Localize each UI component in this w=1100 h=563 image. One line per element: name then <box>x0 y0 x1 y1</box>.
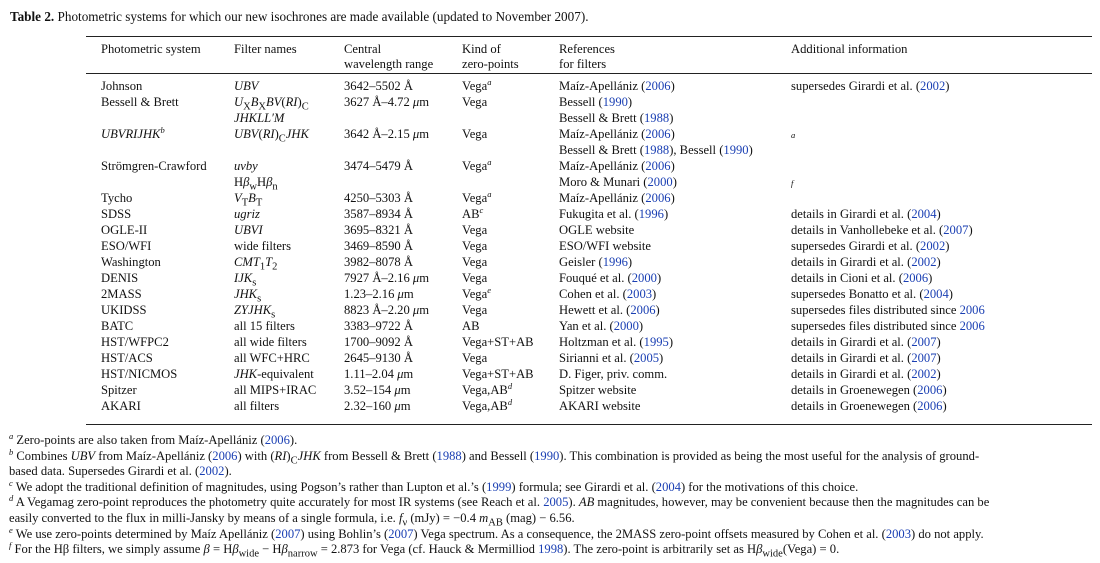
header-info: Additional information <box>791 42 908 56</box>
caption-label: Table 2. <box>10 9 55 24</box>
cell-info: details in Girardi et al. (2007) <box>791 351 941 365</box>
cell-zeropoint: Vega+ST+AB <box>462 367 534 381</box>
cell-zeropoint: $Vega,AB^d$ <box>462 381 513 397</box>
cell-filters: all 15 filters <box>234 319 295 333</box>
cell-wavelength: 3383–9722 Å <box>344 319 413 333</box>
table-row <box>0 334 1100 350</box>
cell-info: details in Girardi et al. (2002) <box>791 255 941 269</box>
cell-system: HST/ACS <box>101 351 153 365</box>
cell-zeropoint: Vega <box>462 255 488 269</box>
table-row <box>0 222 1100 238</box>
table-row <box>0 302 1100 321</box>
cell-reference: OGLE website <box>559 223 635 237</box>
cell-wavelength: 3.52–154 μm <box>344 383 411 397</box>
header-references: References for filters <box>559 42 615 71</box>
cell-info: details in Vanhollebeke et al. (2007) <box>791 223 973 237</box>
cell-wavelength: 8823 Å–2.20 μm <box>344 303 430 317</box>
cell-wavelength: 2.32–160 μm <box>344 399 411 413</box>
header-zeropoints: Kind of zero-points <box>462 42 519 71</box>
cell-info: a <box>791 130 796 140</box>
cell-reference: Fukugita et al. (1996) <box>559 207 669 221</box>
header-filters: Filter names <box>234 42 297 56</box>
cell-system: HST/WFPC2 <box>101 335 169 349</box>
cell-wavelength: 1.11–2.04 μm <box>344 367 414 381</box>
cell-wavelength: 3642 Å–2.15 μm <box>344 127 430 141</box>
table-note: $^c$ We adopt the traditional definition of magnitudes, using Pogson’s rather than Lupton et al.’s (1999) formula; see Girardi et al. (2004) for the motivations of this choice. <box>9 478 859 494</box>
cell-zeropoint: Vega$^a$ <box>462 157 492 173</box>
cell-info: supersedes Girardi et al. (2002) <box>791 239 950 253</box>
cell-info: supersedes files distributed since 2006 <box>791 319 985 333</box>
cell-filters: UBVI <box>234 223 263 237</box>
header-rule <box>86 73 1092 74</box>
table-note: based data. Supersedes Girardi et al. (2002). <box>9 464 232 478</box>
cell-zeropoint: Vega <box>462 303 488 317</box>
cell-reference: Maíz-Apellániz (2006) <box>559 79 675 93</box>
top-rule <box>86 36 1092 37</box>
cell-reference: Moro & Munari (2000) <box>559 175 677 189</box>
table-row <box>0 366 1100 382</box>
cell-zeropoint: Vega$^e$ <box>462 285 491 301</box>
cell-filters: uvby <box>234 159 258 173</box>
cell-info: f <box>791 178 794 188</box>
cell-filters: all wide filters <box>234 335 307 349</box>
table-row <box>0 382 1100 398</box>
cell-zeropoint: Vega <box>462 223 488 237</box>
cell-reference: Cohen et al. (2003) <box>559 287 657 301</box>
cell-reference: ESO/WFI website <box>559 239 651 253</box>
table-row <box>0 158 1100 174</box>
cell-zeropoint: $AB^c$ <box>462 205 484 221</box>
cell-system: SDSS <box>101 207 132 221</box>
cell-filters: $IJK_s$ <box>234 271 257 289</box>
cell-wavelength: 7927 Å–2.16 μm <box>344 271 430 285</box>
cell-wavelength: 1.23–2.16 μm <box>344 287 414 301</box>
table-caption <box>10 9 589 25</box>
cell-filters: $V_TB_T$ <box>234 191 263 209</box>
table-note: $^b$ Combines UBV from Maíz-Apellániz (2006) with $(RI)_CJHK$ from Bessell & Brett (1988) and Bessell (1990). This combination is provided as being the most useful for the analysis of ground- <box>9 447 980 467</box>
cell-system: 2MASS <box>101 287 142 301</box>
cell-info: details in Girardi et al. (2007) <box>791 335 941 349</box>
cell-system: OGLE-II <box>101 223 148 237</box>
cell-info: details in Girardi et al. (2004) <box>791 207 941 221</box>
cell-reference: D. Figer, priv. comm. <box>559 367 668 381</box>
cell-system: Washington <box>101 255 161 269</box>
cell-reference: Maíz-Apellániz (2006) <box>559 159 675 173</box>
cell-system: BATC <box>101 319 134 333</box>
cell-info: supersedes Girardi et al. (2002) <box>791 79 950 93</box>
cell-wavelength: 3642–5502 Å <box>344 79 413 93</box>
cell-system: Spitzer <box>101 383 137 397</box>
bottom-rule <box>86 424 1092 425</box>
cell-system: AKARI <box>101 399 141 413</box>
table-row <box>0 142 1100 158</box>
cell-system: Strömgren-Crawford <box>101 159 207 173</box>
cell-filters: all filters <box>234 399 280 413</box>
cell-zeropoint: Vega <box>462 127 488 141</box>
cell-zeropoint: Vega <box>462 351 488 365</box>
table-row <box>0 125 1100 145</box>
cell-reference: Geisler (1996) <box>559 255 633 269</box>
table-row <box>0 254 1100 273</box>
cell-filters: wide filters <box>234 239 292 253</box>
cell-system: ESO/WFI <box>101 239 152 253</box>
cell-system: Bessell & Brett <box>101 95 179 109</box>
table-note: $^a$ Zero-points are also taken from Maíz-Apellániz (2006). <box>9 431 298 447</box>
table-row <box>0 189 1100 209</box>
cell-filters: $H\beta_wH\beta_n$ <box>234 175 278 193</box>
cell-zeropoint: Vega <box>462 239 488 253</box>
cell-reference: Sirianni et al. (2005) <box>559 351 664 365</box>
cell-info: details in Groenewegen (2006) <box>791 383 947 397</box>
table-row <box>0 270 1100 289</box>
header-wavelength: Central wavelength range <box>344 42 434 71</box>
cell-zeropoint: Vega <box>462 271 488 285</box>
cell-zeropoint: $Vega,AB^d$ <box>462 397 513 413</box>
cell-reference: Spitzer website <box>559 383 637 397</box>
table-row <box>0 285 1100 305</box>
cell-zeropoint: Vega$^a$ <box>462 189 492 205</box>
cell-reference: AKARI website <box>559 399 641 413</box>
cell-wavelength: 1700–9092 Å <box>344 335 413 349</box>
cell-filters: $JHK_s$ <box>234 287 262 305</box>
cell-filters: UBV <box>234 79 259 93</box>
table-note: easily converted to the flux in milli-Jansky by means of a single formula, i.e. $f_\nu$ (mJy) = −0.4 $m_{AB}$ (mag) − 6.56. <box>9 511 575 529</box>
cell-filters: $UBV(RI)_CJHK$ <box>234 127 309 145</box>
caption-text: Photometric systems for which our new isochrones are made available (updated to November 2007). <box>54 9 589 24</box>
cell-system: UKIDSS <box>101 303 147 317</box>
cell-filters: JHK-equivalent <box>234 367 314 381</box>
cell-zeropoint: Vega <box>462 95 488 109</box>
table-note: $^d$ A Vegamag zero-point reproduces the photometry quite accurately for most IR systems (see Reach et al. 2005). AB magnitudes, however, may be convenient because then the magnitudes can be <box>9 493 990 509</box>
cell-filters: all MIPS+IRAC <box>234 383 317 397</box>
cell-reference: Fouqué et al. (2000) <box>559 271 662 285</box>
cell-filters: $ZYJHK_s$ <box>234 303 276 321</box>
table-row <box>0 350 1100 366</box>
cell-wavelength: 3587–8934 Å <box>344 207 413 221</box>
cell-system: UBVRIJHK$^b$ <box>101 125 165 141</box>
cell-system: HST/NICMOS <box>101 367 178 381</box>
table-row <box>0 238 1100 254</box>
cell-reference: Bessell & Brett (1988) <box>559 111 674 125</box>
table-row <box>0 110 1100 126</box>
cell-filters: $CMT_1T_2$ <box>234 255 278 273</box>
header-system: Photometric system <box>101 42 201 56</box>
cell-reference: Hewett et al. (2006) <box>559 303 660 317</box>
cell-wavelength: 3982–8078 Å <box>344 255 413 269</box>
cell-reference: Holtzman et al. (1995) <box>559 335 674 349</box>
cell-info: details in Cioni et al. (2006) <box>791 271 933 285</box>
cell-wavelength: 3695–8321 Å <box>344 223 413 237</box>
cell-reference: Yan et al. (2000) <box>559 319 644 333</box>
cell-filters: JHKLL′M <box>234 111 285 125</box>
cell-system: Johnson <box>101 79 143 93</box>
cell-reference: Bessell & Brett (1988), Bessell (1990) <box>559 143 753 157</box>
table-row <box>0 206 1100 222</box>
cell-zeropoint: AB <box>462 319 480 333</box>
cell-info: details in Girardi et al. (2002) <box>791 367 941 381</box>
table-row <box>0 94 1100 113</box>
table-note: $^f$ For the Hβ filters, we simply assume $\beta = H\beta_{wide} - H\beta_{narrow} = 2.873$ for Vega (cf. Hauck & Mermilliod 1998). The zero-point is arbitrarily set as $H\beta_{wide}(Vega) = 0$. <box>9 540 840 560</box>
table-row <box>0 174 1100 193</box>
cell-wavelength: 4250–5303 Å <box>344 191 413 205</box>
cell-filters: ugriz <box>234 207 260 221</box>
cell-zeropoint: Vega+ST+AB <box>462 335 534 349</box>
cell-info: supersedes Bonatto et al. (2004) <box>791 287 953 301</box>
cell-wavelength: 2645–9130 Å <box>344 351 413 365</box>
cell-wavelength: 3469–8590 Å <box>344 239 413 253</box>
cell-wavelength: 3474–5479 Å <box>344 159 413 173</box>
cell-reference: Maíz-Apellániz (2006) <box>559 127 675 141</box>
cell-zeropoint: Vega$^a$ <box>462 77 492 93</box>
cell-info: details in Groenewegen (2006) <box>791 399 947 413</box>
cell-system: Tycho <box>101 191 133 205</box>
cell-wavelength: 3627 Å–4.72 μm <box>344 95 430 109</box>
cell-filters: $U_XB_XBV(RI)_C$ <box>234 95 309 113</box>
table-row <box>0 78 1100 94</box>
table-note: $^e$ We use zero-points determined by Maíz Apellániz (2007) using Bohlin’s (2007) Vega spectrum. As a consequence, the 2MASS zero-point offsets measured by Cohen et al. (2003) do not apply. <box>9 525 984 541</box>
cell-info: supersedes files distributed since 2006 <box>791 303 985 317</box>
cell-filters: all WFC+HRC <box>234 351 310 365</box>
cell-reference: Bessell (1990) <box>559 95 633 109</box>
table-row <box>0 398 1100 414</box>
cell-system: DENIS <box>101 271 139 285</box>
cell-reference: Maíz-Apellániz (2006) <box>559 191 675 205</box>
table-row <box>0 318 1100 334</box>
